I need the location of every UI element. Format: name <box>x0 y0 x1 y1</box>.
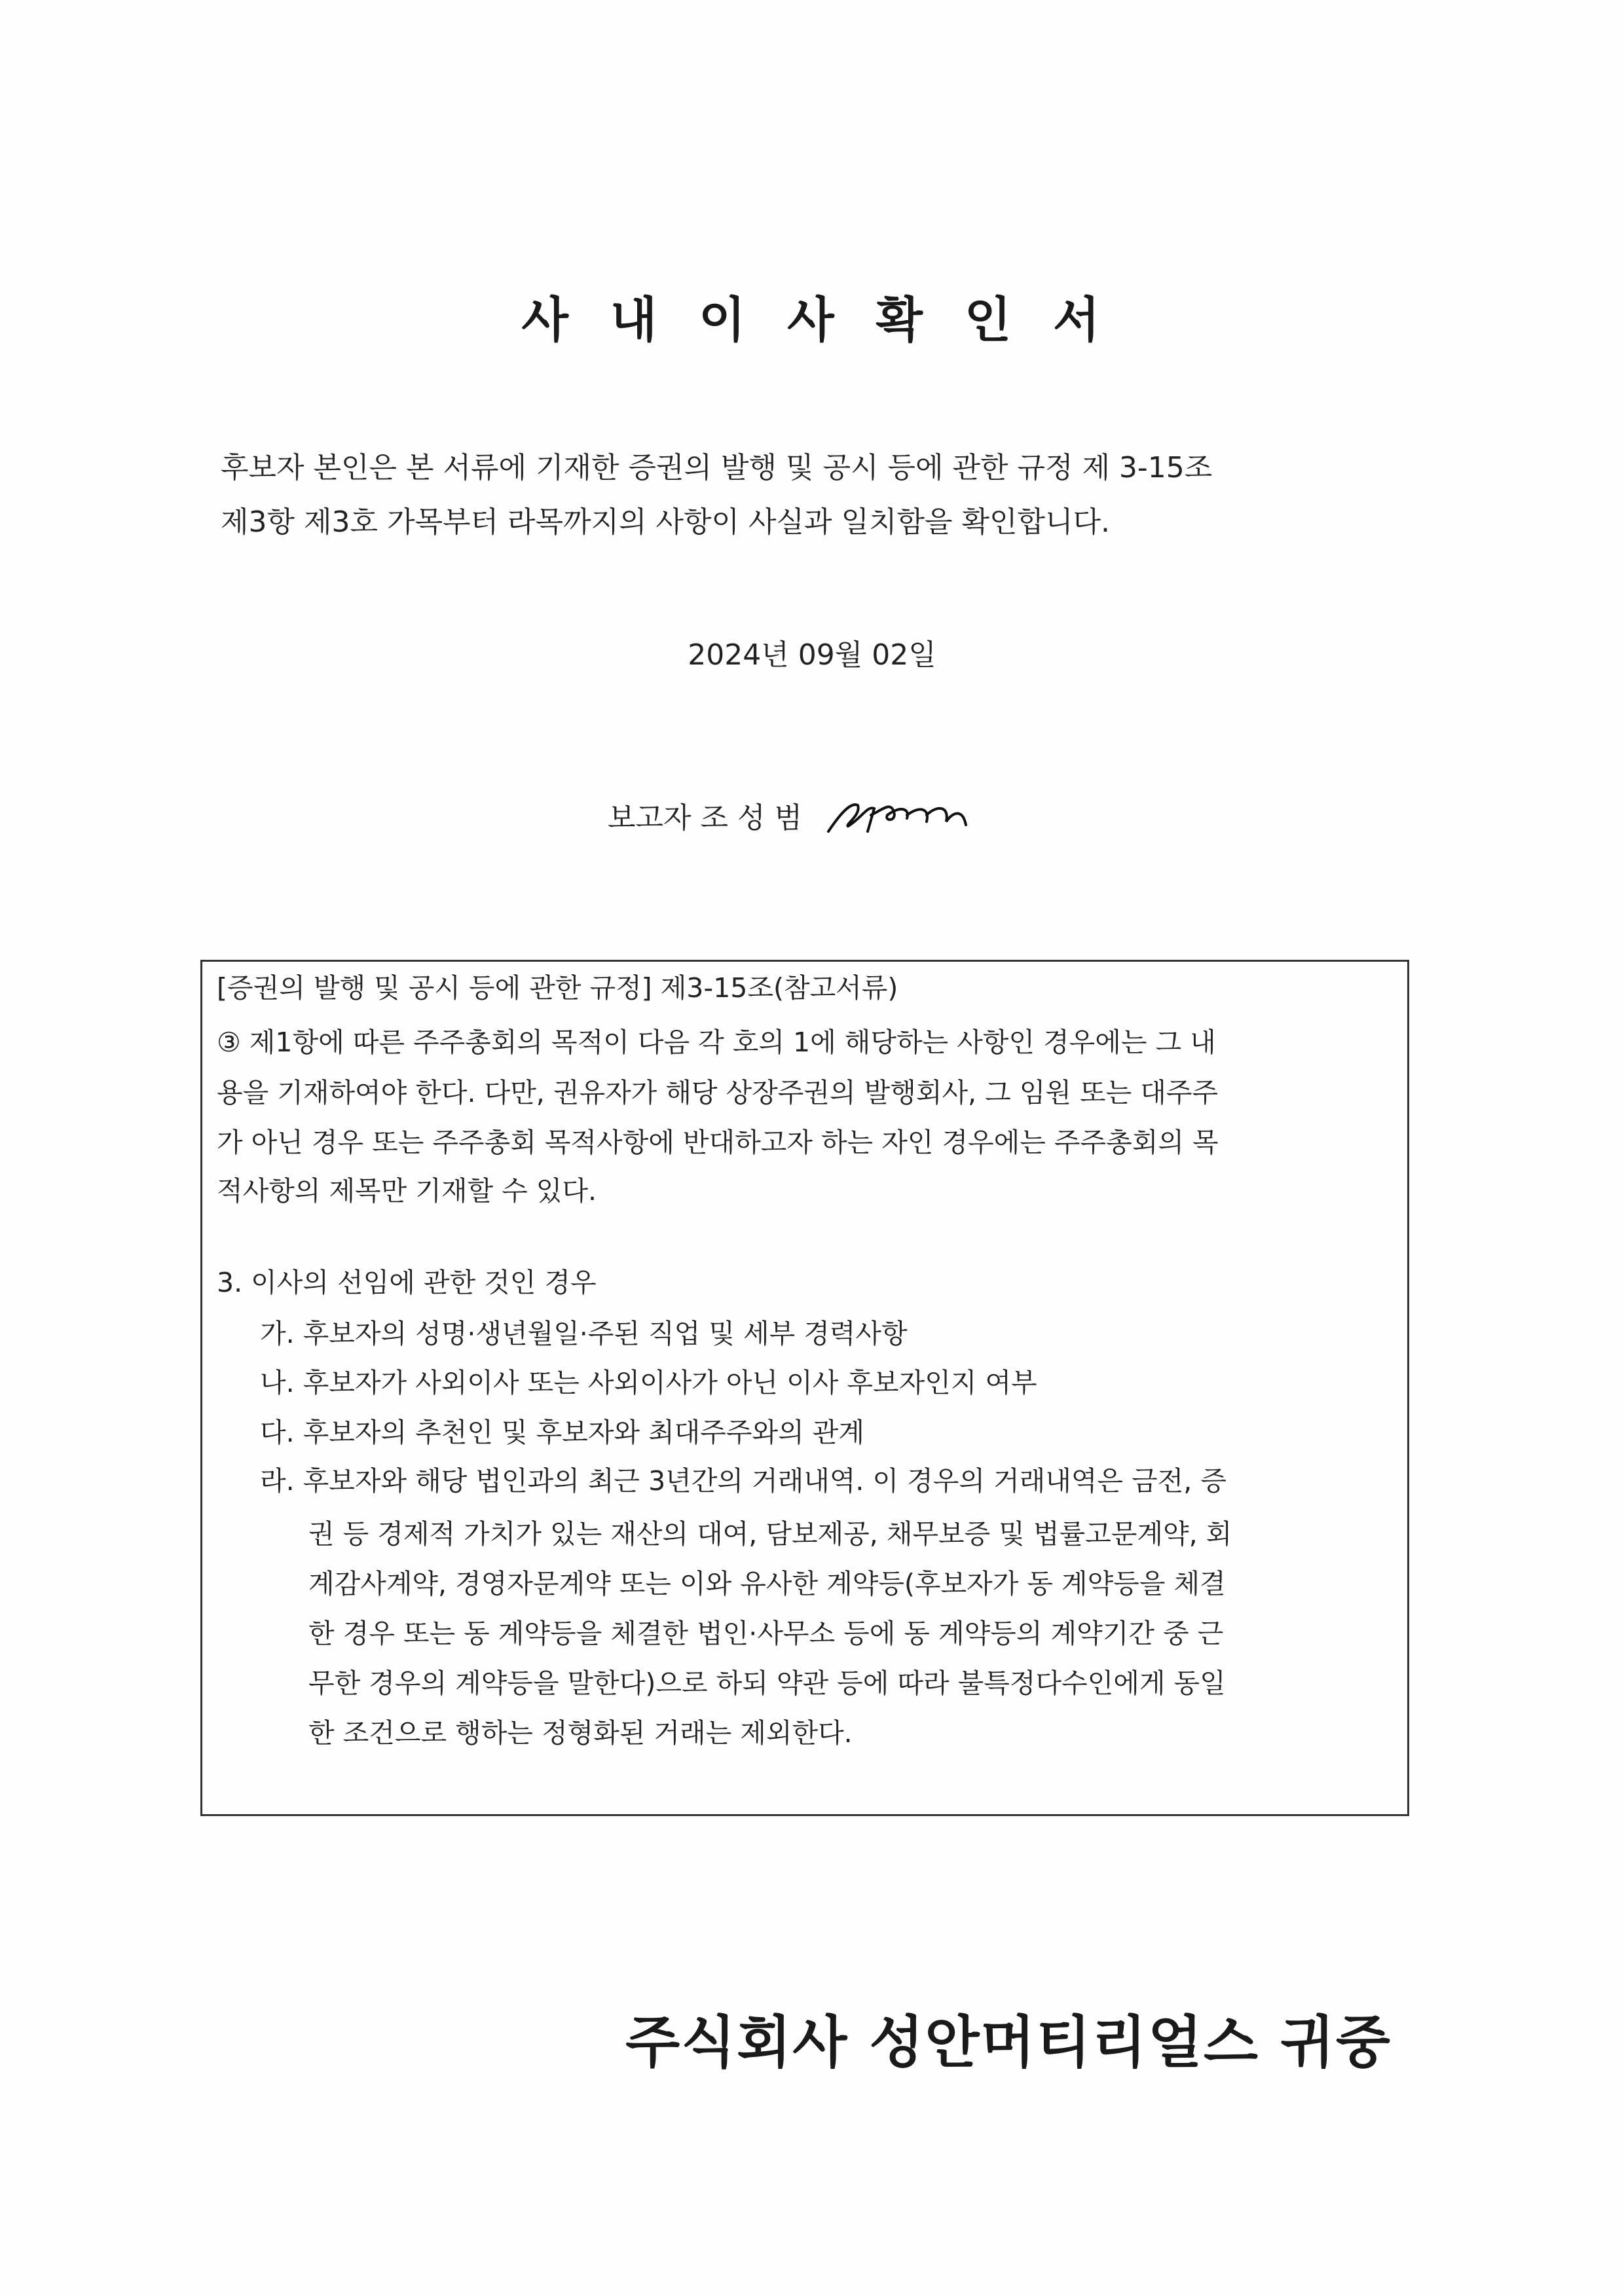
sub-item-ra-cont: 무한 경우의 계약등을 말한다)으로 하되 약관 등에 따라 불특정다수인에게 동일 <box>308 1667 1226 1699</box>
reference-box <box>200 960 1409 1816</box>
reference-para-line: 적사항의 제목만 기재할 수 있다. <box>217 1175 597 1207</box>
reference-heading: [증권의 발행 및 공시 등에 관한 규정] 제3-15조(참고서류) <box>217 972 898 1004</box>
signature-icon <box>822 786 972 845</box>
sub-item-ra-cont: 한 경우 또는 동 계약등을 체결한 법인·사무소 등에 동 계약등의 계약기간 중 근 <box>308 1618 1224 1649</box>
document-title: 사 내 이 사 확 인 서 <box>521 292 1103 348</box>
reference-para-line: ③ 제1항에 따른 주주총회의 목적이 다음 각 호의 1에 해당하는 사항인 경우에는 그 내 <box>217 1027 1216 1058</box>
intro-line-1: 후보자 본인은 본 서류에 기재한 증권의 발행 및 공시 등에 관한 규정 제 3-15조 <box>221 451 1213 484</box>
reference-para-line: 가 아닌 경우 또는 주주총회 목적사항에 반대하고자 하는 자인 경우에는 주주총회의 목 <box>217 1127 1219 1158</box>
document-date: 2024년 09월 02일 <box>688 638 936 672</box>
sub-item-ga: 가. 후보자의 성명·생년월일·주된 직업 및 세부 경력사항 <box>260 1318 908 1349</box>
intro-line-2: 제3항 제3호 가목부터 라목까지의 사항이 사실과 일치함을 확인합니다. <box>221 505 1110 539</box>
reporter-label: 보고자 조 성 범 <box>608 801 802 835</box>
sub-item-na: 나. 후보자가 사외이사 또는 사외이사가 아닌 이사 후보자인지 여부 <box>260 1367 1037 1398</box>
sub-item-ra-cont: 계감사계약, 경영자문계약 또는 이와 유사한 계약등(후보자가 동 계약등을 체결 <box>308 1568 1226 1599</box>
recipient-footer: 주식회사 성안머티리얼스 귀중 <box>625 2010 1392 2075</box>
sub-item-ra: 라. 후보자와 해당 법인과의 최근 3년간의 거래내역. 이 경우의 거래내역은 금전, 증 <box>260 1465 1227 1497</box>
sub-item-ra-cont: 권 등 경제적 가치가 있는 재산의 대여, 담보제공, 채무보증 및 법률고문계약, 회 <box>308 1518 1232 1550</box>
sub-item-da: 다. 후보자의 추천인 및 후보자와 최대주주와의 관계 <box>260 1417 864 1448</box>
item-3-heading: 3. 이사의 선임에 관한 것인 경우 <box>217 1267 597 1298</box>
reporter-line <box>608 786 972 845</box>
reference-para-line: 용을 기재하여야 한다. 다만, 권유자가 해당 상장주권의 발행회사, 그 임원 또는 대주주 <box>217 1077 1219 1108</box>
sub-item-ra-cont: 한 조건으로 행하는 정형화된 거래는 제외한다. <box>308 1717 853 1749</box>
